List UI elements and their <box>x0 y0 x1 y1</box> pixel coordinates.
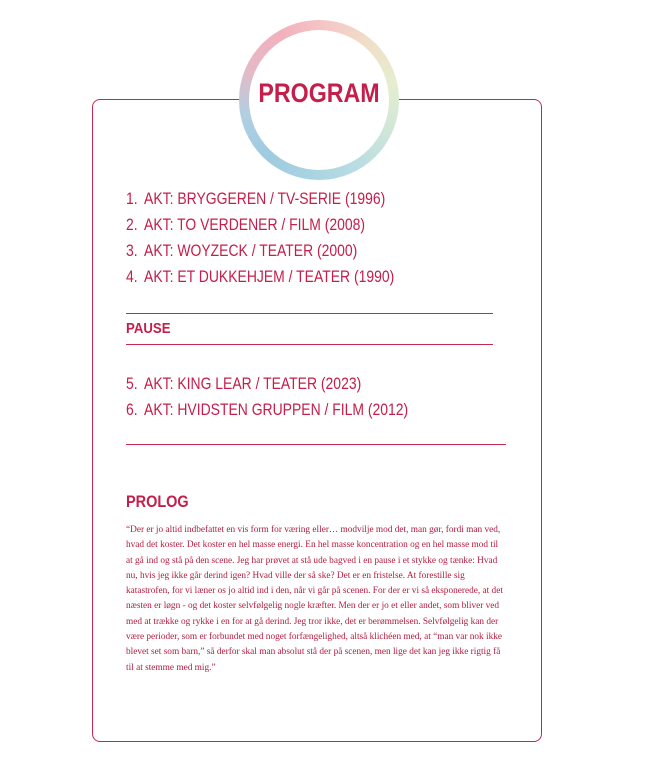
program-item-text: AKT: KING LEAR / TEATER (2023) <box>144 374 362 393</box>
prolog-text: “Der er jo altid indbefattet en vis form for væring eller… modvilje mod det, man gør, fordi man ved, hvad det koster. Det koster en hel masse energi. En hel masse koncentration og en hel masse mod til at gå ind og stå på den scene. Jeg har prøvet at stå ude bagved i en pause i et stykke og tænke: Hvad nu, hvis jeg ikke går derind igen? Hvad ville der så ske? Det er en fristelse. At forestille sig katastrofen, for vi læner os jo altid ind i den, når vi går på scenen. For der er vi så eksponerede, at det næsten er løgn - og det koster selvfølgelig nogle kræfter. Men der er jo et eller andet, som bliver ved med at trække og rykke i en for at gå derind. Jeg tror ikke, det er berømmelsen. Selvfølgelig kan der være perioder, som er forbundet med noget forfængelighed, altså klichéen med, at “man var nok ikke blevet set som barn,” så derfor skal man absolut stå der på scenen, men lige det kan jeg ikke rigtig få til at stemme med mig.” <box>126 525 503 673</box>
program-item-text: AKT: BRYGGEREN / TV-SERIE (1996) <box>144 189 386 208</box>
program-item-text: AKT: HVIDSTEN GRUPPEN / FILM (2012) <box>144 400 409 419</box>
program-item <box>126 397 408 423</box>
program-list-after-pause <box>126 371 470 423</box>
prolog-heading: PROLOG <box>126 492 189 511</box>
program-item <box>126 212 394 238</box>
pause-label: PAUSE <box>126 320 171 337</box>
program-item-number: 4. <box>126 267 138 286</box>
program-item-number: 1. <box>126 189 138 208</box>
program-item <box>126 371 408 397</box>
program-item-text: AKT: WOYZECK / TEATER (2000) <box>144 241 358 260</box>
program-item-number: 5. <box>126 374 138 393</box>
program-title: PROGRAM <box>258 78 380 108</box>
program-item-number: 2. <box>126 215 138 234</box>
divider <box>126 444 506 445</box>
divider <box>126 344 493 345</box>
program-item-text: AKT: TO VERDENER / FILM (2008) <box>144 215 366 234</box>
program-item <box>126 264 394 290</box>
program-item-text: AKT: ET DUKKEHJEM / TEATER (1990) <box>144 267 395 286</box>
program-item <box>126 186 394 212</box>
program-item-number: 3. <box>126 241 138 260</box>
program-list <box>126 186 453 290</box>
divider <box>126 313 493 314</box>
program-item <box>126 238 394 264</box>
program-item-number: 6. <box>126 400 138 419</box>
